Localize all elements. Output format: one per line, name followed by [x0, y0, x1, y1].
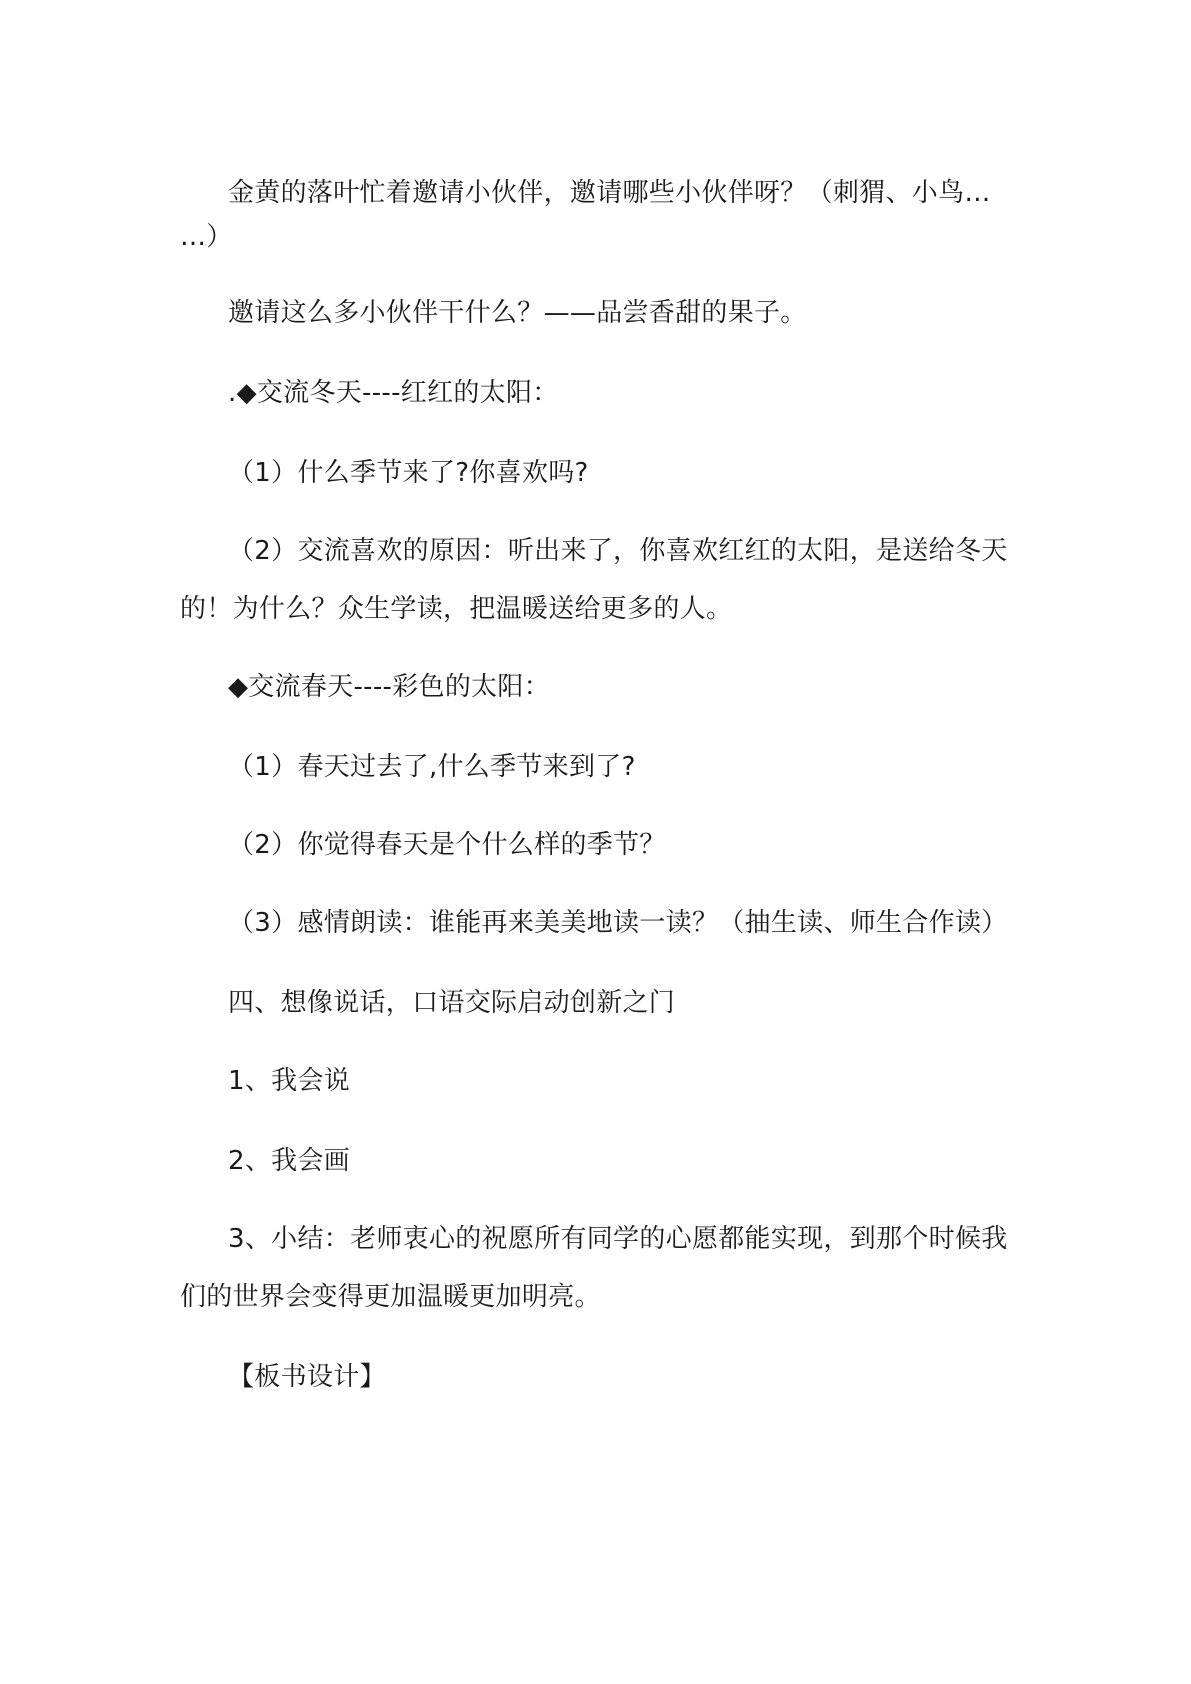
board-design-heading: 【板书设计】: [228, 1362, 386, 1392]
item-i-can-speak: 1、我会说: [228, 1066, 351, 1096]
paragraph-spring-q2: （2）你觉得春天是个什么样的季节？: [228, 830, 666, 860]
paragraph-why-invite: 邀请这么多小伙伴干什么？——品尝香甜的果子。: [228, 298, 807, 328]
paragraph-leaves-invite-line-1: 金黄的落叶忙着邀请小伙伴，邀请哪些小伙伴呀？（刺猬、小鸟…: [228, 178, 991, 208]
paragraph-spring-q1: （1）春天过去了,什么季节来到了?: [228, 752, 636, 782]
item-summary-line-2: 们的世界会变得更加温暖更加明亮。: [180, 1282, 601, 1312]
paragraph-spring-q3: （3）感情朗读：谁能再来美美地读一读？（抽生读、师生合作读）: [228, 908, 1008, 938]
paragraph-winter-q2-line-2: 的！为什么？众生学读，把温暖送给更多的人。: [180, 594, 733, 624]
paragraph-leaves-invite-line-2: …）: [180, 222, 233, 252]
paragraph-spring-heading: ◆交流春天----彩色的太阳：: [228, 672, 551, 702]
item-i-can-draw: 2、我会画: [228, 1146, 351, 1176]
section-heading-four: 四、想像说话，口语交际启动创新之门: [228, 988, 676, 1018]
paragraph-winter-q2-line-1: （2）交流喜欢的原因：听出来了，你喜欢红红的太阳，是送给冬天: [228, 536, 1008, 566]
paragraph-winter-heading: .◆交流冬天----红红的太阳：: [228, 378, 559, 408]
item-summary-line-1: 3、小结：老师衷心的祝愿所有同学的心愿都能实现，到那个时候我: [228, 1224, 1008, 1254]
paragraph-winter-q1: （1）什么季节来了?你喜欢吗?: [228, 458, 589, 488]
